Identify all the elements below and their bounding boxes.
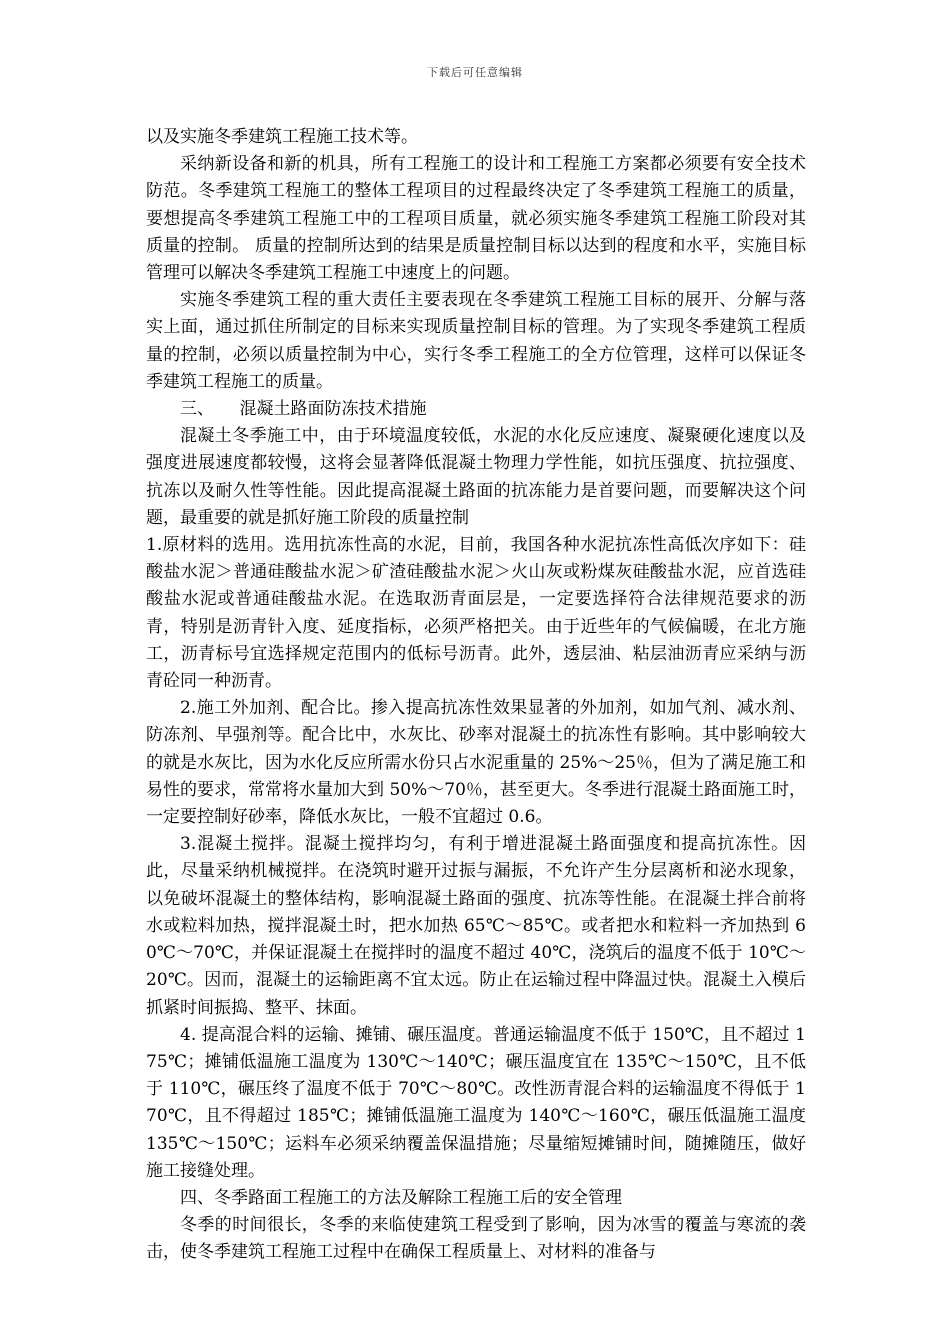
list-item-1-materials: 1.原材料的选用。选用抗冻性高的水泥，目前，我国各种水泥抗冻性高低次序如下：硅酸盐水泥＞普通硅酸盐水泥＞矿渣硅酸盐水泥＞火山灰或粉煤灰硅酸盐水泥，应首选硅酸盐水泥或普通硅酸盐水泥。在选取沥青面层是，一定要选择符合法律规范要求的沥青，特别是沥青针入度、延度指标，必须严格把关。由于近些年的气候偏暖，在北方施工，沥青标号宜选择规定范围内的低标号沥青。此外，透层油、粘层油沥青应采纳与沥青砼同一种沥青。 [146,535,806,692]
paragraph-continuation: 以及实施冬季建筑工程施工技术等。 [146,127,418,147]
paragraph-concrete-winter: 混凝土冬季施工中，由于环境温度较低，水泥的水化反应速度、凝聚硬化速度以及强度进展速度都较慢，这将会显著降低混凝土物理力学性能，如抗压强度、抗拉强度、抗冻以及耐久性等性能。因此提高混凝土路面的抗冻能力是首要问题，而要解决这个问题，最重要的就是抓好施工阶段的质量控制 [146,426,806,528]
list-item-4-temperature: 4. 提高混合料的运输、摊铺、碾压温度。普通运输温度不低于 150℃，且不超过 175℃；摊铺低温施工温度为 130℃～140℃；碾压温度宜在 135℃～150℃，且不低于 110℃，碾压终了温度不低于 70℃～80℃。改性沥青混合料的运输温度不得低于 170℃，且不得超过 185℃；摊铺低温施工温度为 140℃～160℃，碾压低温施工温度 135℃～150℃；运料车必须采纳覆盖保温措施；尽量缩短摊铺时间，随摊随压，做好施工接缝处理。 [146,1024,806,1181]
paragraph-equipment: 采纳新设备和新的机具，所有工程施工的设计和工程施工方案都必须要有安全技术防范。冬季建筑工程施工的整体工程项目的过程最终决定了冬季建筑工程施工的质量，要想提高冬季建筑工程施工中的工程项目质量，就必须实施冬季建筑工程施工阶段对其质量的控制。 质量的控制所达到的结果是质量控制目标以达到的程度和水平，实施目标管理可以解决冬季建筑工程施工中速度上的问题。 [146,154,806,284]
list-item-2-admixtures: 2.施工外加剂、配合比。掺入提高抗冻性效果显著的外加剂，如加气剂、减水剂、防冻剂、早强剂等。配合比中，水灰比、砂率对混凝土的抗冻性有影响。其中影响较大的就是水灰比，因为水化反应所需水份只占水泥重量的 25%～25％，但为了满足施工和易性的要求，常常将水量加大到 50%～70％，甚至更大。冬季进行混凝土路面施工时，一定要控制好砂率，降低水灰比，一般不宜超过 0.6。 [146,698,806,828]
paragraph-responsibility: 实施冬季建筑工程的重大责任主要表现在冬季建筑工程施工目标的展开、分解与落实上面，通过抓住所制定的目标来实现质量控制目标的管理。为了实现冬季建筑工程质量的控制，必须以质量控制为中心，实行冬季工程施工的全方位管理，这样可以保证冬季建筑工程施工的质量。 [146,290,806,392]
paragraph-winter-duration: 冬季的时间很长，冬季的来临使建筑工程受到了影响，因为冰雪的覆盖与寒流的袭击，使冬季建筑工程施工过程中在确保工程质量上、对材料的准备与 [146,1215,806,1263]
section-heading-3: 三、 混凝土路面防冻技术措施 [180,399,427,420]
list-item-3-mixing: 3.混凝土搅拌。混凝土搅拌均匀，有利于增进混凝土路面强度和提高抗冻性。因此，尽量采纳机械搅拌。在浇筑时避开过振与漏振，不允许产生分层离析和泌水现象，以免破坏混凝土的整体结构，影响混凝土路面的强度、抗冻等性能。在混凝土拌合前将水或粒料加热，搅拌混凝土时，把水加热 65℃～85℃。或者把水和粒料一齐加热到 60℃～70℃，并保证混凝土在搅拌时的温度不超过 40℃，浇筑后的温度不低于 10℃～20℃。因而，混凝土的运输距离不宜太远。防止在运输过程中降温过快。混凝土入模后抓紧时间振捣、整平、抹面。 [146,834,806,1018]
document-body [146,124,806,1267]
page-header: 下载后可任意编辑 [427,66,523,79]
section-heading-4: 四、冬季路面工程施工的方法及解除工程施工后的安全管理 [180,1187,622,1208]
